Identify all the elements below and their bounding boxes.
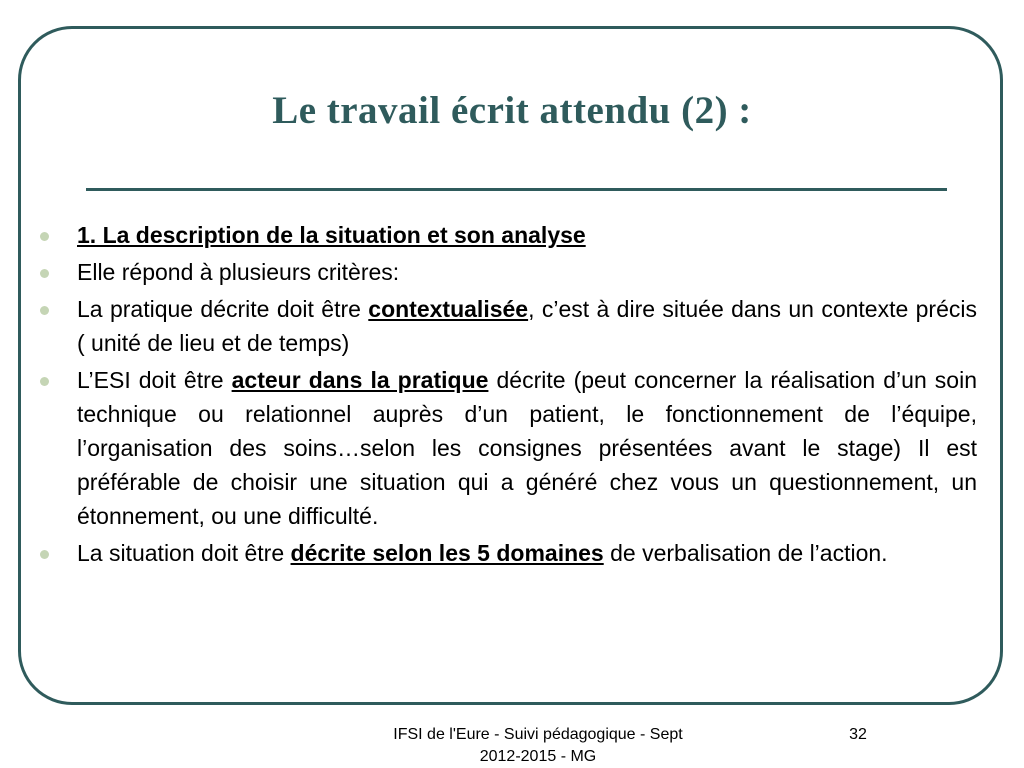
bullet-emphasis: décrite selon les 5 domaines xyxy=(290,540,604,566)
bullet-text: de verbalisation de l’action. xyxy=(603,540,888,566)
bullet-item xyxy=(36,218,977,252)
title-underline xyxy=(86,188,947,191)
bullet-text: décrite (peut concerner la réalisation d’un soin technique ou relationnel auprès d’un patient, le fonctionnement de l’équipe, l’organisation des soins…selon les consignes présentées avant le stage) Il est préférable de choisir une situation qui a généré chez vous un questionnement, un étonnement, ou une difficulté. xyxy=(77,367,977,529)
slide-title: Le travail écrit attendu (2) : xyxy=(272,89,752,132)
bullet-text: L’ESI doit être xyxy=(77,367,232,393)
bullet-item xyxy=(36,292,977,360)
bullet-item xyxy=(36,255,977,289)
bullet-icon xyxy=(40,306,49,315)
page-number: 32 xyxy=(849,726,867,743)
slide-footer: IFSI de l'Eure - Suivi pédagogique - Sept 2012-2015 - MG xyxy=(393,726,683,765)
bullet-text: La pratique décrite doit être xyxy=(77,296,369,322)
bullet-emphasis: contextualisée xyxy=(368,296,529,322)
bullet-icon xyxy=(40,550,49,559)
bullet-list xyxy=(36,218,977,573)
bullet-text: La situation doit être xyxy=(77,540,291,566)
section-heading: 1. La description de la situation et son analyse xyxy=(77,222,586,248)
bullet-text: Elle répond à plusieurs critères: xyxy=(77,259,400,285)
bullet-text: , c’est à dire située dans un contexte précis ( unité de lieu et de temps) xyxy=(77,296,977,356)
bullet-item xyxy=(36,536,977,570)
bullet-icon xyxy=(40,377,49,386)
bullet-emphasis: acteur dans la pratique xyxy=(231,367,489,393)
bullet-item xyxy=(36,363,977,533)
bullet-icon xyxy=(40,232,49,241)
bullet-icon xyxy=(40,269,49,278)
